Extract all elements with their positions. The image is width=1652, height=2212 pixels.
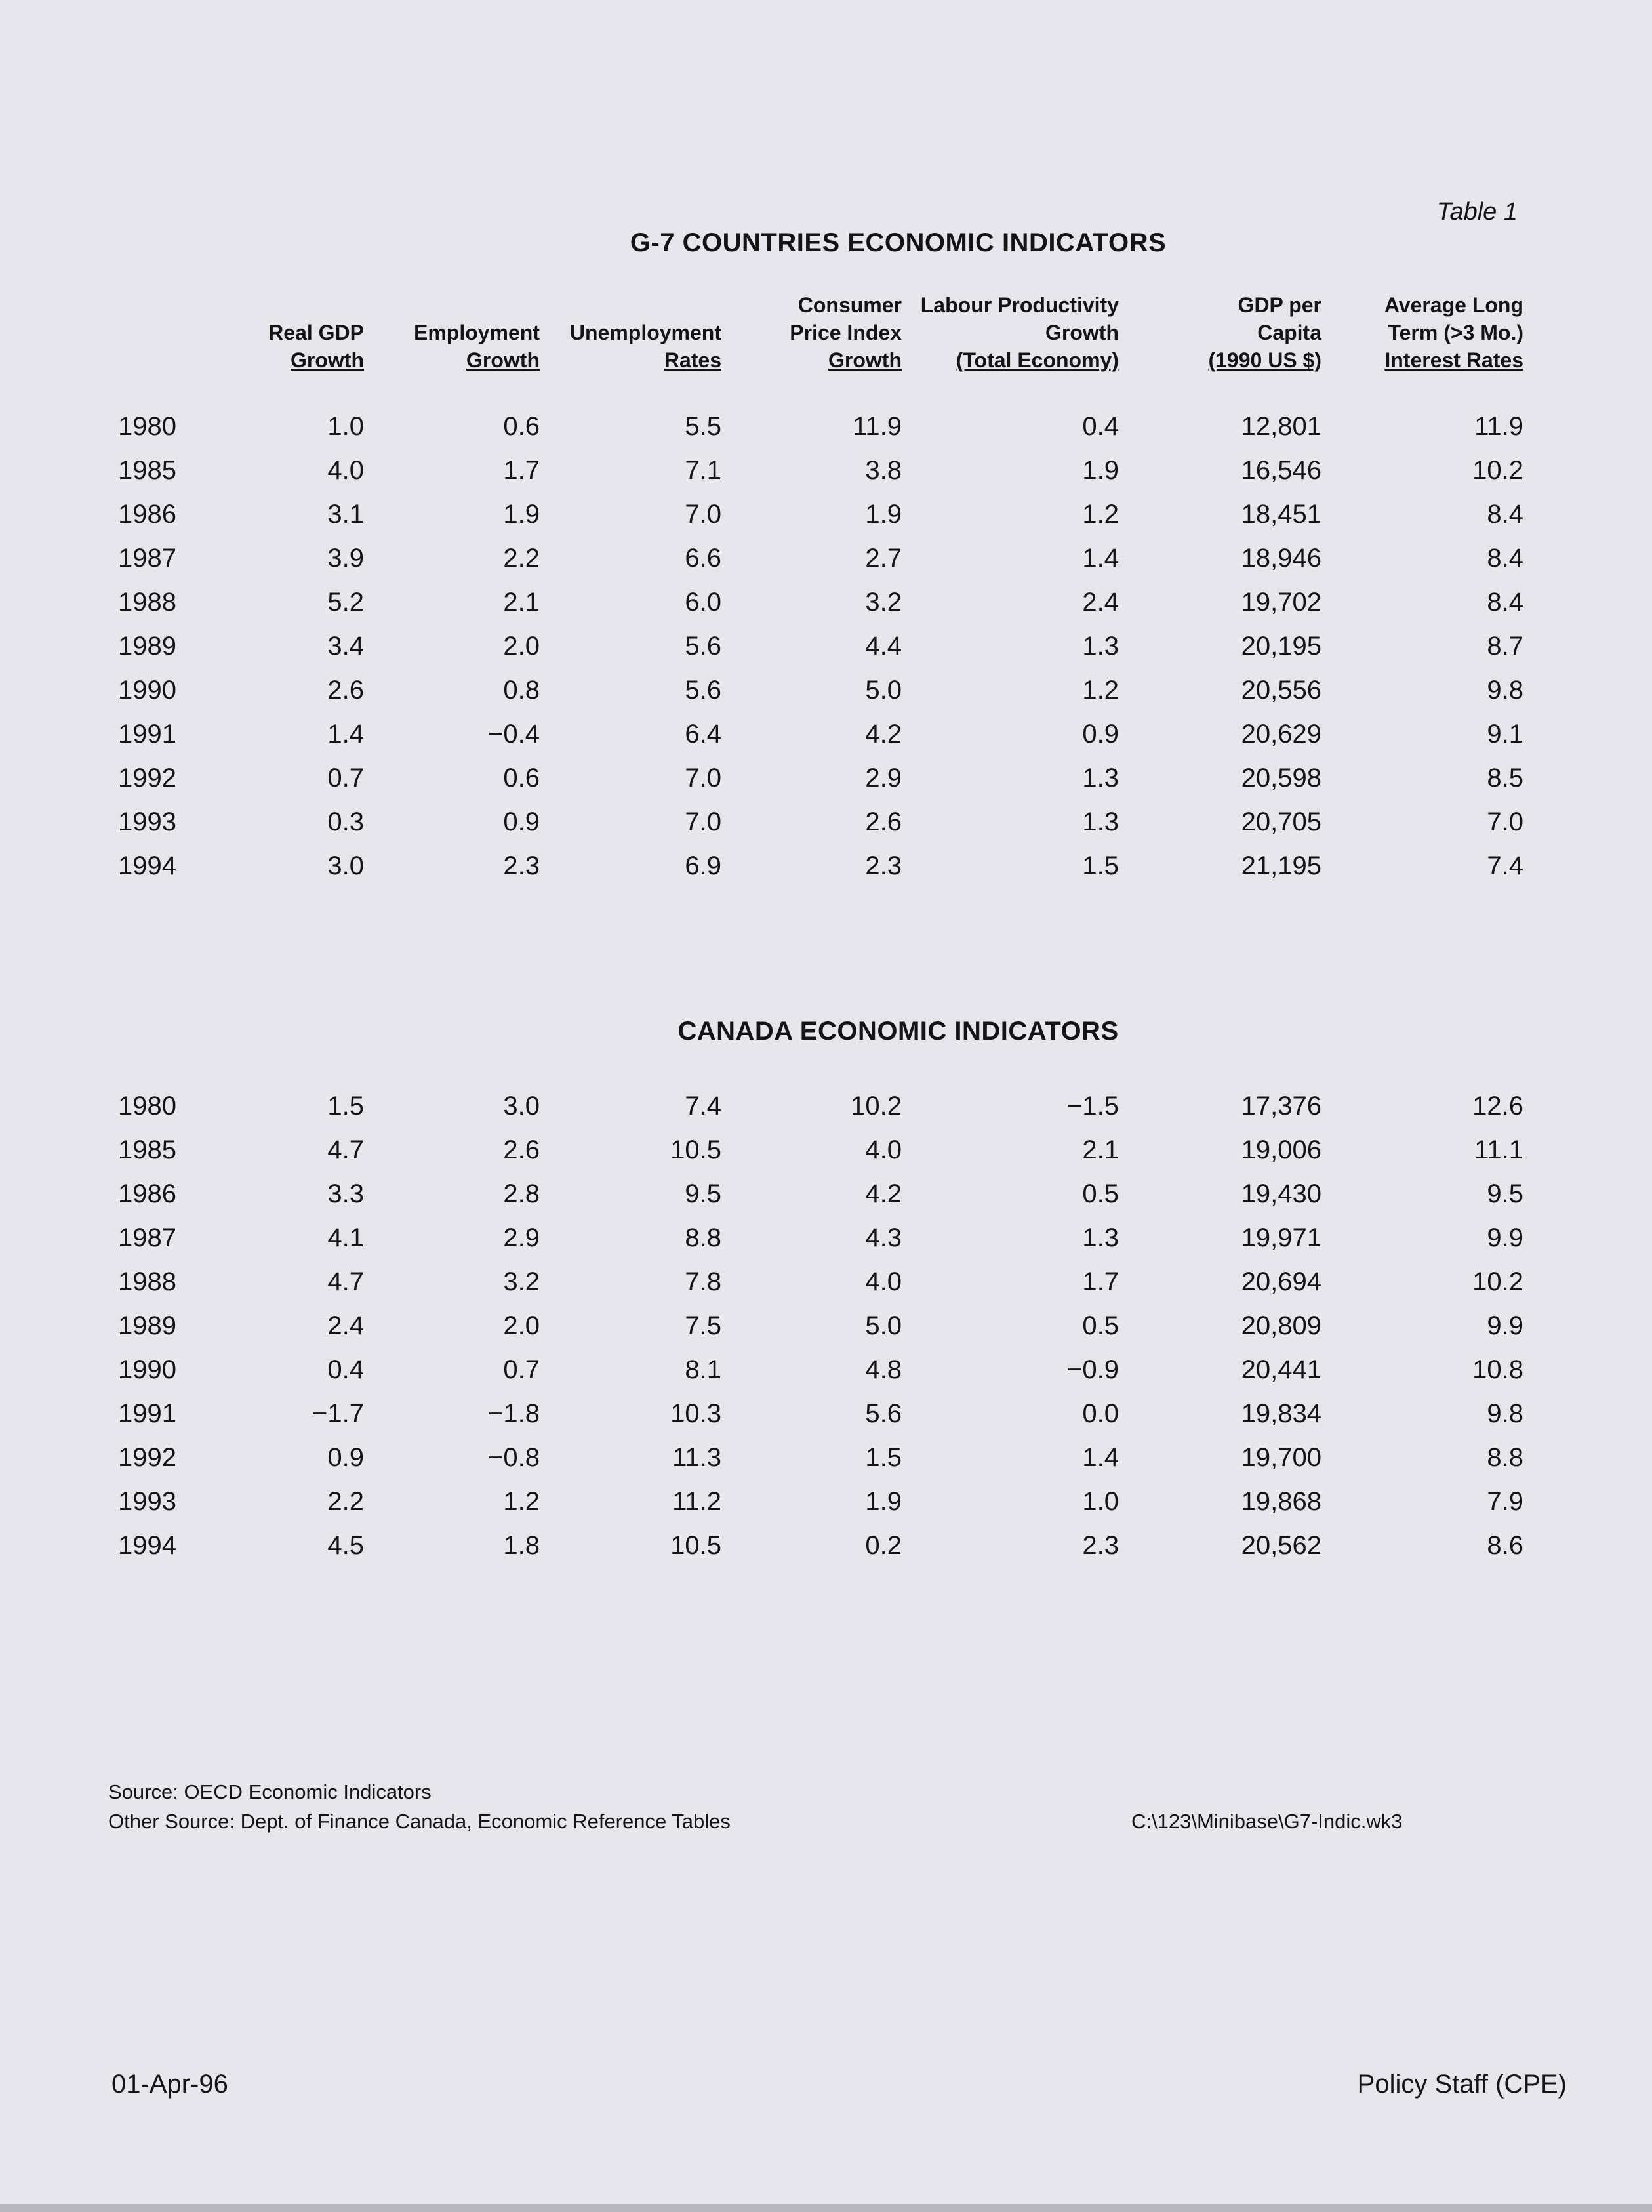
value-cell: 4.7: [327, 1267, 364, 1296]
value-cell: 2.0: [503, 632, 540, 661]
value-cell: −1.8: [488, 1399, 540, 1428]
column-header-line: Capita: [1257, 321, 1321, 344]
column-header-line: Rates: [664, 348, 721, 372]
value-cell: 8.4: [1487, 588, 1523, 617]
value-cell: 4.2: [865, 1179, 902, 1208]
g7-table-row: [0, 493, 1652, 537]
year-cell: 1985: [118, 1136, 176, 1164]
value-cell: −1.7: [312, 1399, 364, 1428]
author-credit: Policy Staff (CPE): [1357, 2070, 1567, 2099]
value-cell: −0.9: [1067, 1355, 1119, 1384]
value-cell: 1.5: [1082, 851, 1119, 880]
column-header-line: Price Index: [790, 321, 902, 344]
canada-table-title: CANADA ECONOMIC INDICATORS: [677, 1017, 1119, 1046]
year-cell: 1991: [118, 1399, 176, 1428]
year-cell: 1994: [118, 851, 176, 880]
year-cell: 1990: [118, 676, 176, 705]
value-cell: 1.5: [327, 1092, 364, 1120]
other-source-note: Other Source: Dept. of Finance Canada, Economic Reference Tables: [108, 1810, 731, 1833]
canada-table-row: [0, 1304, 1652, 1348]
g7-table-row: [0, 800, 1652, 844]
value-cell: 2.3: [503, 851, 540, 880]
source-note: Source: OECD Economic Indicators: [108, 1780, 432, 1803]
value-cell: 6.9: [685, 851, 721, 880]
year-cell: 1990: [118, 1355, 176, 1384]
value-cell: 1.3: [1082, 1223, 1119, 1252]
value-cell: 3.0: [503, 1092, 540, 1120]
table-label: Table 1: [1436, 198, 1518, 226]
value-cell: 5.2: [327, 588, 364, 617]
canada-table-row: [0, 1260, 1652, 1304]
value-cell: 8.4: [1487, 500, 1523, 529]
value-cell: 1.2: [1082, 500, 1119, 529]
value-cell: 17,376: [1241, 1092, 1321, 1120]
value-cell: 5.6: [685, 676, 721, 705]
value-cell: 7.0: [685, 500, 721, 529]
value-cell: 1.3: [1082, 808, 1119, 836]
value-cell: 2.4: [327, 1311, 364, 1340]
value-cell: 3.0: [327, 851, 364, 880]
value-cell: 1.3: [1082, 632, 1119, 661]
value-cell: 9.9: [1487, 1223, 1523, 1252]
canada-table-row: [0, 1524, 1652, 1568]
value-cell: 1.4: [1082, 544, 1119, 573]
value-cell: 5.6: [865, 1399, 902, 1428]
column-header-2: [414, 319, 540, 374]
value-cell: 7.1: [685, 456, 721, 485]
value-cell: 7.5: [685, 1311, 721, 1340]
value-cell: 5.5: [685, 412, 721, 441]
value-cell: 0.9: [503, 808, 540, 836]
value-cell: 20,441: [1241, 1355, 1321, 1384]
value-cell: 11.1: [1474, 1136, 1523, 1164]
year-cell: 1993: [118, 1487, 176, 1516]
value-cell: 12,801: [1241, 412, 1321, 441]
column-header-line: Consumer: [797, 293, 902, 317]
canada-table-row: [0, 1480, 1652, 1524]
column-header-line: Labour Productivity: [920, 293, 1119, 317]
value-cell: 3.3: [327, 1179, 364, 1208]
value-cell: 1.3: [1082, 764, 1119, 792]
value-cell: 3.4: [327, 632, 364, 661]
year-cell: 1987: [118, 544, 176, 573]
value-cell: 18,946: [1241, 544, 1321, 573]
g7-table-title: G-7 COUNTRIES ECONOMIC INDICATORS: [630, 228, 1167, 257]
value-cell: 10.5: [670, 1531, 721, 1560]
value-cell: 20,598: [1241, 764, 1321, 792]
value-cell: 20,629: [1241, 720, 1321, 748]
g7-table-row: [0, 668, 1652, 712]
value-cell: 7.0: [685, 808, 721, 836]
canada-table-row: [0, 1436, 1652, 1480]
value-cell: 16,546: [1241, 456, 1321, 485]
value-cell: 0.8: [503, 676, 540, 705]
value-cell: 4.0: [865, 1267, 902, 1296]
year-cell: 1992: [118, 1443, 176, 1472]
page-edge: [0, 2204, 1652, 2212]
column-header-3: [570, 319, 721, 374]
canada-table-row: [0, 1348, 1652, 1392]
value-cell: 21,195: [1241, 851, 1321, 880]
value-cell: 9.9: [1487, 1311, 1523, 1340]
value-cell: 12.6: [1472, 1092, 1523, 1120]
value-cell: 1.9: [503, 500, 540, 529]
value-cell: −1.5: [1067, 1092, 1119, 1120]
value-cell: 4.5: [327, 1531, 364, 1560]
g7-table-row: [0, 756, 1652, 800]
column-header-line: Unemployment: [569, 321, 721, 344]
column-header-line: Growth: [466, 348, 540, 372]
value-cell: −0.8: [488, 1443, 540, 1472]
value-cell: 3.2: [503, 1267, 540, 1296]
value-cell: 7.0: [685, 764, 721, 792]
value-cell: 4.0: [327, 456, 364, 485]
value-cell: 0.2: [865, 1531, 902, 1560]
value-cell: 1.9: [865, 500, 902, 529]
column-header-line: Real GDP: [268, 321, 364, 344]
column-header-4: [790, 291, 902, 374]
value-cell: 1.8: [503, 1531, 540, 1560]
value-cell: 2.7: [865, 544, 902, 573]
value-cell: 3.9: [327, 544, 364, 573]
column-header-line: Growth: [828, 348, 902, 372]
column-header-line: Term (>3 Mo.): [1388, 321, 1523, 344]
file-path: C:\123\Minibase\G7-Indic.wk3: [1131, 1810, 1403, 1833]
value-cell: 8.5: [1487, 764, 1523, 792]
year-cell: 1992: [118, 764, 176, 792]
column-headers: [0, 291, 1652, 377]
value-cell: 8.7: [1487, 632, 1523, 661]
value-cell: 19,006: [1241, 1136, 1321, 1164]
year-cell: 1989: [118, 632, 176, 661]
column-header-1: [268, 319, 364, 374]
value-cell: 8.4: [1487, 544, 1523, 573]
value-cell: 4.8: [865, 1355, 902, 1384]
canada-table-row: [0, 1392, 1652, 1436]
value-cell: 8.8: [685, 1223, 721, 1252]
value-cell: 20,694: [1241, 1267, 1321, 1296]
value-cell: −0.4: [488, 720, 540, 748]
value-cell: 1.4: [327, 720, 364, 748]
value-cell: 4.7: [327, 1136, 364, 1164]
value-cell: 7.4: [1487, 851, 1523, 880]
column-header-line: Growth: [1045, 321, 1119, 344]
value-cell: 10.5: [670, 1136, 721, 1164]
value-cell: 1.5: [865, 1443, 902, 1472]
value-cell: 11.3: [672, 1443, 721, 1472]
value-cell: 6.0: [685, 588, 721, 617]
value-cell: 0.7: [327, 764, 364, 792]
value-cell: 19,971: [1241, 1223, 1321, 1252]
column-header-line: Employment: [413, 321, 540, 344]
value-cell: 0.6: [503, 412, 540, 441]
value-cell: 8.6: [1487, 1531, 1523, 1560]
value-cell: 9.8: [1487, 676, 1523, 705]
column-header-line: GDP per: [1238, 293, 1321, 317]
g7-table-row: [0, 405, 1652, 449]
value-cell: 20,195: [1241, 632, 1321, 661]
value-cell: 1.0: [327, 412, 364, 441]
value-cell: 0.6: [503, 764, 540, 792]
value-cell: 9.1: [1487, 720, 1523, 748]
year-cell: 1986: [118, 500, 176, 529]
value-cell: 9.5: [685, 1179, 721, 1208]
value-cell: 1.2: [1082, 676, 1119, 705]
value-cell: 4.3: [865, 1223, 902, 1252]
value-cell: 4.0: [865, 1136, 902, 1164]
value-cell: 10.2: [851, 1092, 902, 1120]
value-cell: 7.4: [685, 1092, 721, 1120]
year-cell: 1988: [118, 588, 176, 617]
year-cell: 1988: [118, 1267, 176, 1296]
canada-table-row: [0, 1172, 1652, 1216]
value-cell: 0.4: [1082, 412, 1119, 441]
column-header-6: [1208, 291, 1321, 374]
g7-table-row: [0, 449, 1652, 493]
value-cell: 2.1: [503, 588, 540, 617]
value-cell: 2.9: [865, 764, 902, 792]
value-cell: 9.5: [1487, 1179, 1523, 1208]
value-cell: 11.2: [672, 1487, 721, 1516]
value-cell: 3.2: [865, 588, 902, 617]
year-cell: 1989: [118, 1311, 176, 1340]
value-cell: 1.2: [503, 1487, 540, 1516]
year-cell: 1980: [118, 412, 176, 441]
g7-table-row: [0, 625, 1652, 668]
value-cell: 20,705: [1241, 808, 1321, 836]
g7-table-row: [0, 537, 1652, 581]
column-header-line: (Total Economy): [956, 348, 1119, 372]
g7-table-row: [0, 844, 1652, 888]
canada-table-row: [0, 1216, 1652, 1260]
value-cell: 5.0: [865, 1311, 902, 1340]
value-cell: 0.7: [503, 1355, 540, 1384]
value-cell: 19,700: [1241, 1443, 1321, 1472]
value-cell: 1.7: [503, 456, 540, 485]
value-cell: 1.9: [1082, 456, 1119, 485]
value-cell: 7.8: [685, 1267, 721, 1296]
value-cell: 1.0: [1082, 1487, 1119, 1516]
value-cell: 6.4: [685, 720, 721, 748]
year-cell: 1986: [118, 1179, 176, 1208]
value-cell: 1.7: [1082, 1267, 1119, 1296]
year-cell: 1987: [118, 1223, 176, 1252]
value-cell: 0.9: [327, 1443, 364, 1472]
value-cell: 10.3: [670, 1399, 721, 1428]
value-cell: 2.2: [327, 1487, 364, 1516]
value-cell: 19,430: [1241, 1179, 1321, 1208]
value-cell: 4.2: [865, 720, 902, 748]
value-cell: 3.8: [865, 456, 902, 485]
column-header-7: [1384, 291, 1523, 374]
value-cell: 9.8: [1487, 1399, 1523, 1428]
canada-table-row: [0, 1128, 1652, 1172]
value-cell: 11.9: [853, 412, 902, 441]
year-cell: 1991: [118, 720, 176, 748]
value-cell: 2.6: [865, 808, 902, 836]
value-cell: 2.4: [1082, 588, 1119, 617]
value-cell: 6.6: [685, 544, 721, 573]
value-cell: 2.0: [503, 1311, 540, 1340]
value-cell: 19,702: [1241, 588, 1321, 617]
value-cell: 3.1: [327, 500, 364, 529]
value-cell: 8.1: [685, 1355, 721, 1384]
column-header-line: Average Long: [1384, 293, 1523, 317]
value-cell: 10.2: [1472, 456, 1523, 485]
year-cell: 1980: [118, 1092, 176, 1120]
value-cell: 20,562: [1241, 1531, 1321, 1560]
value-cell: 18,451: [1241, 500, 1321, 529]
value-cell: 2.3: [865, 851, 902, 880]
value-cell: 20,556: [1241, 676, 1321, 705]
value-cell: 2.3: [1082, 1531, 1119, 1560]
value-cell: 2.6: [327, 676, 364, 705]
value-cell: 0.5: [1082, 1311, 1119, 1340]
year-cell: 1994: [118, 1531, 176, 1560]
column-header-5: [921, 291, 1119, 374]
value-cell: 11.9: [1474, 412, 1523, 441]
value-cell: 2.2: [503, 544, 540, 573]
value-cell: 4.4: [865, 632, 902, 661]
value-cell: 2.6: [503, 1136, 540, 1164]
value-cell: 19,868: [1241, 1487, 1321, 1516]
date-stamp: 01-Apr-96: [111, 2070, 228, 2099]
value-cell: 2.8: [503, 1179, 540, 1208]
column-header-line: Interest Rates: [1384, 348, 1523, 372]
value-cell: 19,834: [1241, 1399, 1321, 1428]
value-cell: 7.9: [1487, 1487, 1523, 1516]
g7-table-row: [0, 581, 1652, 625]
value-cell: 1.9: [865, 1487, 902, 1516]
value-cell: 0.3: [327, 808, 364, 836]
value-cell: 4.1: [327, 1223, 364, 1252]
value-cell: 0.0: [1082, 1399, 1119, 1428]
value-cell: 1.4: [1082, 1443, 1119, 1472]
value-cell: 0.4: [327, 1355, 364, 1384]
value-cell: 2.9: [503, 1223, 540, 1252]
canada-table-row: [0, 1084, 1652, 1128]
value-cell: 8.8: [1487, 1443, 1523, 1472]
value-cell: 10.2: [1472, 1267, 1523, 1296]
value-cell: 20,809: [1241, 1311, 1321, 1340]
value-cell: 10.8: [1472, 1355, 1523, 1384]
value-cell: 5.6: [685, 632, 721, 661]
value-cell: 2.1: [1082, 1136, 1119, 1164]
column-header-line: Growth: [291, 348, 364, 372]
column-header-line: (1990 US $): [1208, 348, 1321, 372]
value-cell: 0.5: [1082, 1179, 1119, 1208]
value-cell: 5.0: [865, 676, 902, 705]
year-cell: 1993: [118, 808, 176, 836]
value-cell: 7.0: [1487, 808, 1523, 836]
g7-table-row: [0, 712, 1652, 756]
value-cell: 0.9: [1082, 720, 1119, 748]
year-cell: 1985: [118, 456, 176, 485]
